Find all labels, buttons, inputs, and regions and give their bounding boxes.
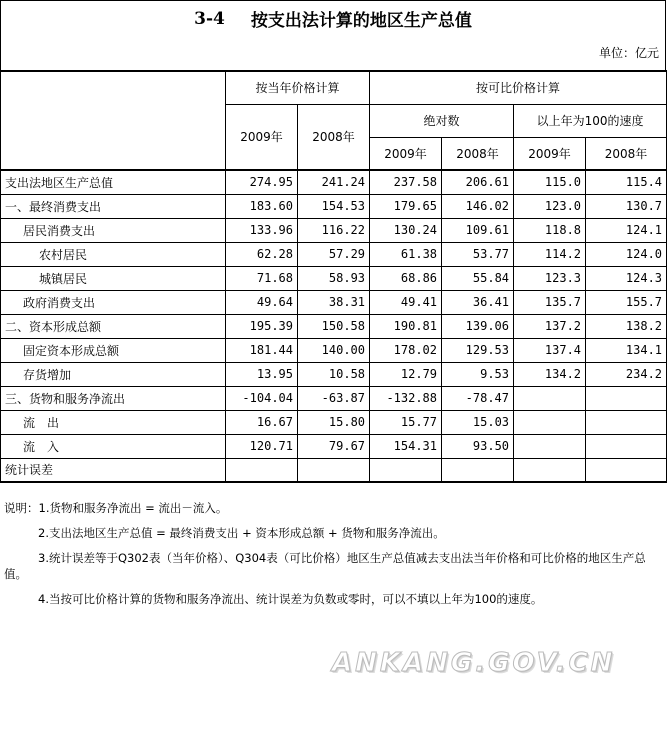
value-cell: -104.04 xyxy=(226,386,298,410)
table-title xyxy=(0,0,666,36)
value-cell: 15.80 xyxy=(298,410,370,434)
row-label: 存货增加 xyxy=(1,362,226,386)
value-cell: 124.1 xyxy=(586,218,667,242)
value-cell: -132.88 xyxy=(370,386,442,410)
value-cell: 55.84 xyxy=(442,266,514,290)
value-cell: 150.58 xyxy=(298,314,370,338)
value-cell xyxy=(586,386,667,410)
value-cell: 15.77 xyxy=(370,410,442,434)
value-cell: 124.3 xyxy=(586,266,667,290)
row-label: 固定资本形成总额 xyxy=(1,338,226,362)
value-cell: 130.7 xyxy=(586,194,667,218)
value-cell: 178.02 xyxy=(370,338,442,362)
header-speed-2009: 2009年 xyxy=(514,137,586,170)
value-cell: 115.4 xyxy=(586,170,667,194)
table-row xyxy=(1,386,667,410)
value-cell: 36.41 xyxy=(442,290,514,314)
row-label: 城镇居民 xyxy=(1,266,226,290)
value-cell: 134.2 xyxy=(514,362,586,386)
note-4: 4.当按可比价格计算的货物和服务净流出、统计误差为负数或零时，可以不填以上年为100的速度。 xyxy=(38,592,543,606)
row-label: 居民消费支出 xyxy=(1,218,226,242)
note-3: 3.统计误差等于Q302表（当年价格）、Q304表（可比价格）地区生产总值减去支出法当年价格和可比价格的地区生产总值。 xyxy=(4,551,646,581)
header-blank xyxy=(1,71,226,170)
value-cell xyxy=(514,458,586,482)
value-cell xyxy=(586,458,667,482)
table-row xyxy=(1,266,667,290)
header-current-2008: 2008年 xyxy=(298,104,370,170)
row-label: 支出法地区生产总值 xyxy=(1,170,226,194)
value-cell: 58.93 xyxy=(298,266,370,290)
table-row xyxy=(1,314,667,338)
value-cell: 93.50 xyxy=(442,434,514,458)
header-speed: 以上年为100的速度 xyxy=(514,104,667,137)
notes xyxy=(4,500,664,616)
value-cell xyxy=(370,458,442,482)
value-cell: 13.95 xyxy=(226,362,298,386)
value-cell: 183.60 xyxy=(226,194,298,218)
value-cell: 179.65 xyxy=(370,194,442,218)
value-cell: 134.1 xyxy=(586,338,667,362)
value-cell: 274.95 xyxy=(226,170,298,194)
value-cell: 61.38 xyxy=(370,242,442,266)
header-current-2009: 2009年 xyxy=(226,104,298,170)
value-cell: -78.47 xyxy=(442,386,514,410)
value-cell: 118.8 xyxy=(514,218,586,242)
value-cell xyxy=(586,434,667,458)
value-cell: 109.61 xyxy=(442,218,514,242)
value-cell: 123.0 xyxy=(514,194,586,218)
value-cell xyxy=(226,458,298,482)
value-cell: 135.7 xyxy=(514,290,586,314)
value-cell xyxy=(514,434,586,458)
value-cell: 146.02 xyxy=(442,194,514,218)
unit-label: 单位：亿元 xyxy=(0,36,666,70)
table-row xyxy=(1,194,667,218)
value-cell xyxy=(514,386,586,410)
row-label: 政府消费支出 xyxy=(1,290,226,314)
value-cell: 10.58 xyxy=(298,362,370,386)
value-cell: 139.06 xyxy=(442,314,514,338)
value-cell: 9.53 xyxy=(442,362,514,386)
header-speed-2008: 2008年 xyxy=(586,137,667,170)
row-label: 三、货物和服务净流出 xyxy=(1,386,226,410)
row-label: 流 出 xyxy=(1,410,226,434)
header-absolute-2008: 2008年 xyxy=(442,137,514,170)
table-row xyxy=(1,338,667,362)
table-number: 3-4 xyxy=(194,8,225,29)
value-cell: 38.31 xyxy=(298,290,370,314)
note-1: 说明：1.货物和服务净流出 = 流出－流入。 xyxy=(4,501,228,515)
value-cell: 116.22 xyxy=(298,218,370,242)
value-cell: 154.53 xyxy=(298,194,370,218)
value-cell: 123.3 xyxy=(514,266,586,290)
table-row xyxy=(1,410,667,434)
value-cell: 120.71 xyxy=(226,434,298,458)
value-cell: 129.53 xyxy=(442,338,514,362)
value-cell: 181.44 xyxy=(226,338,298,362)
value-cell: 137.2 xyxy=(514,314,586,338)
value-cell: 68.86 xyxy=(370,266,442,290)
table-row xyxy=(1,290,667,314)
value-cell: 237.58 xyxy=(370,170,442,194)
gdp-table xyxy=(0,70,667,483)
value-cell: 133.96 xyxy=(226,218,298,242)
value-cell: -63.87 xyxy=(298,386,370,410)
header-absolute: 绝对数 xyxy=(370,104,514,137)
table-row xyxy=(1,242,667,266)
value-cell: 124.0 xyxy=(586,242,667,266)
row-label: 一、最终消费支出 xyxy=(1,194,226,218)
value-cell: 190.81 xyxy=(370,314,442,338)
row-label: 统计误差 xyxy=(1,458,226,482)
value-cell: 62.28 xyxy=(226,242,298,266)
row-label: 二、资本形成总额 xyxy=(1,314,226,338)
table-row xyxy=(1,218,667,242)
value-cell: 114.2 xyxy=(514,242,586,266)
header-absolute-2009: 2009年 xyxy=(370,137,442,170)
table-row xyxy=(1,362,667,386)
value-cell: 57.29 xyxy=(298,242,370,266)
value-cell xyxy=(514,410,586,434)
value-cell: 49.41 xyxy=(370,290,442,314)
row-label: 流 入 xyxy=(1,434,226,458)
table-title-text: 按支出法计算的地区生产总值 xyxy=(250,11,472,31)
header-comparable-price: 按可比价格计算 xyxy=(370,71,667,104)
value-cell: 12.79 xyxy=(370,362,442,386)
value-cell: 195.39 xyxy=(226,314,298,338)
value-cell: 71.68 xyxy=(226,266,298,290)
value-cell: 79.67 xyxy=(298,434,370,458)
table-row xyxy=(1,458,667,482)
value-cell xyxy=(442,458,514,482)
value-cell: 49.64 xyxy=(226,290,298,314)
value-cell: 154.31 xyxy=(370,434,442,458)
table-row xyxy=(1,434,667,458)
value-cell: 15.03 xyxy=(442,410,514,434)
value-cell xyxy=(586,410,667,434)
value-cell: 234.2 xyxy=(586,362,667,386)
value-cell: 155.7 xyxy=(586,290,667,314)
value-cell: 140.00 xyxy=(298,338,370,362)
value-cell: 53.77 xyxy=(442,242,514,266)
table-row xyxy=(1,170,667,194)
value-cell: 16.67 xyxy=(226,410,298,434)
value-cell: 130.24 xyxy=(370,218,442,242)
value-cell: 206.61 xyxy=(442,170,514,194)
value-cell xyxy=(298,458,370,482)
row-label: 农村居民 xyxy=(1,242,226,266)
value-cell: 115.0 xyxy=(514,170,586,194)
watermark-logo: ANKANG.GOV.CN xyxy=(332,648,616,678)
note-2: 2.支出法地区生产总值 = 最终消费支出 + 资本形成总额 + 货物和服务净流出。 xyxy=(38,526,445,540)
value-cell: 137.4 xyxy=(514,338,586,362)
value-cell: 138.2 xyxy=(586,314,667,338)
header-current-price: 按当年价格计算 xyxy=(226,71,370,104)
value-cell: 241.24 xyxy=(298,170,370,194)
